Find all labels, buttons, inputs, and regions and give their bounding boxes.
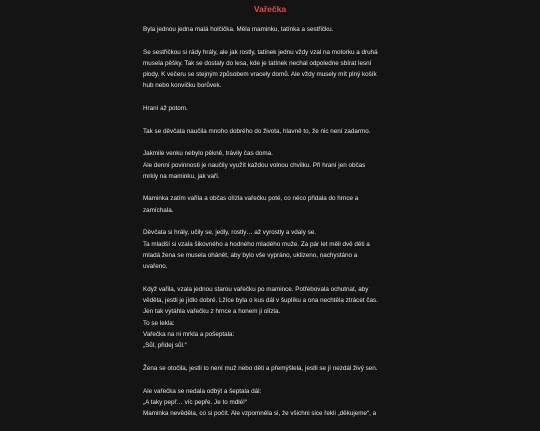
story-line: Tak se děvčata naučila mnoho dobrého do života, hlavně to, že nic není zadarmo.: [143, 127, 371, 135]
story-line: mrkly na maminku, jak vaří.: [143, 172, 220, 180]
story-line: Děvčata si hrály, učily se, jedly, rostly… až vyrostly a vdaly se.: [143, 229, 316, 237]
story-body: [143, 24, 413, 431]
story-line: „Sůl, přidej sůl.“: [143, 342, 187, 350]
story-line: Ale denní povinnosti je naučily využít každou volnou chvilku. Při hraní jen občas: [143, 161, 366, 169]
story-line: Když vařila, vzala jednou starou vařečku po mamince. Potřebovala ochutnat, aby: [143, 285, 369, 293]
story-paragraph: [143, 126, 413, 137]
story-line: „A taky pepř… víc pepře. Je to mdlé!“: [143, 398, 247, 406]
story-paragraph: [143, 24, 413, 35]
story-paragraph: [143, 193, 413, 216]
story-line: Žena se otočila, jestli to není muž nebo děti a přemýšlela, jestli se jí nezdál živý sen.: [143, 364, 378, 372]
story-paragraph: [143, 103, 413, 114]
story-line: plody. K večeru se stejným způsobem vracely domů. Ale vždy musely mít plný košík: [143, 71, 377, 79]
story-line: Maminka nevěděla, co si počít. Ale vzpomněla si, že všichni sice řekli „děkujeme“, a: [143, 410, 377, 418]
story-line: Hraní až potom.: [143, 105, 188, 113]
story-line: zamíchala.: [143, 206, 174, 214]
story-paragraph: [143, 386, 413, 420]
story-line: Byla jednou jedna malá holčička. Měla maminku, tatínka a sestřičku.: [143, 26, 334, 33]
story-paragraph: [143, 47, 413, 92]
story-line: mladá žena se musela ohánět, aby bylo vše vypráno, uklizeno, nachystáno a: [143, 251, 358, 259]
story-paragraph: [143, 148, 413, 182]
story-line: Ta mladší si vzala šikovného a hodného mladého muže. Za pár let měli dvě děti a: [143, 240, 370, 248]
story-line: musela pěšky. Tak se dostaly do lesa, kde je tatínek nechal odpoledne sbírat lesní: [143, 59, 372, 67]
story-line: Jen tak vytáhla vařečku z hrnce a honem ji olízla.: [143, 308, 281, 316]
story-paragraph: [143, 227, 413, 272]
story-line: Maminka zatím vařila a občas olízla vařečku poté, co něco přidala do hrnce a: [143, 195, 359, 203]
story-line: To se lekla:: [143, 319, 175, 327]
story-line: věděla, jestli je jídlo dobré. Lžíce byla o kus dál v šuplíku a ona nechtěla ztrácet čas.: [143, 297, 378, 305]
story-line: Se sestřičkou si rády hrály, ale jak rostly, tatínek jednu vždy vzal na motorku a druhá: [143, 48, 378, 56]
story-line: uvařeno.: [143, 263, 168, 271]
story-paragraph: [143, 284, 413, 352]
story-paragraph: [143, 363, 413, 374]
story-title: Vařečka: [253, 4, 287, 14]
story-line: hub nebo konvičku borůvek.: [143, 82, 222, 90]
story-line: Ale vařečka se nedala odbýt a šeptala dál:: [143, 387, 262, 395]
story-line: Vařečka na ni mrkla a pošeptala:: [143, 331, 235, 339]
story-line: Jakmile venku nebylo pěkně, trávily čas doma.: [143, 150, 273, 158]
